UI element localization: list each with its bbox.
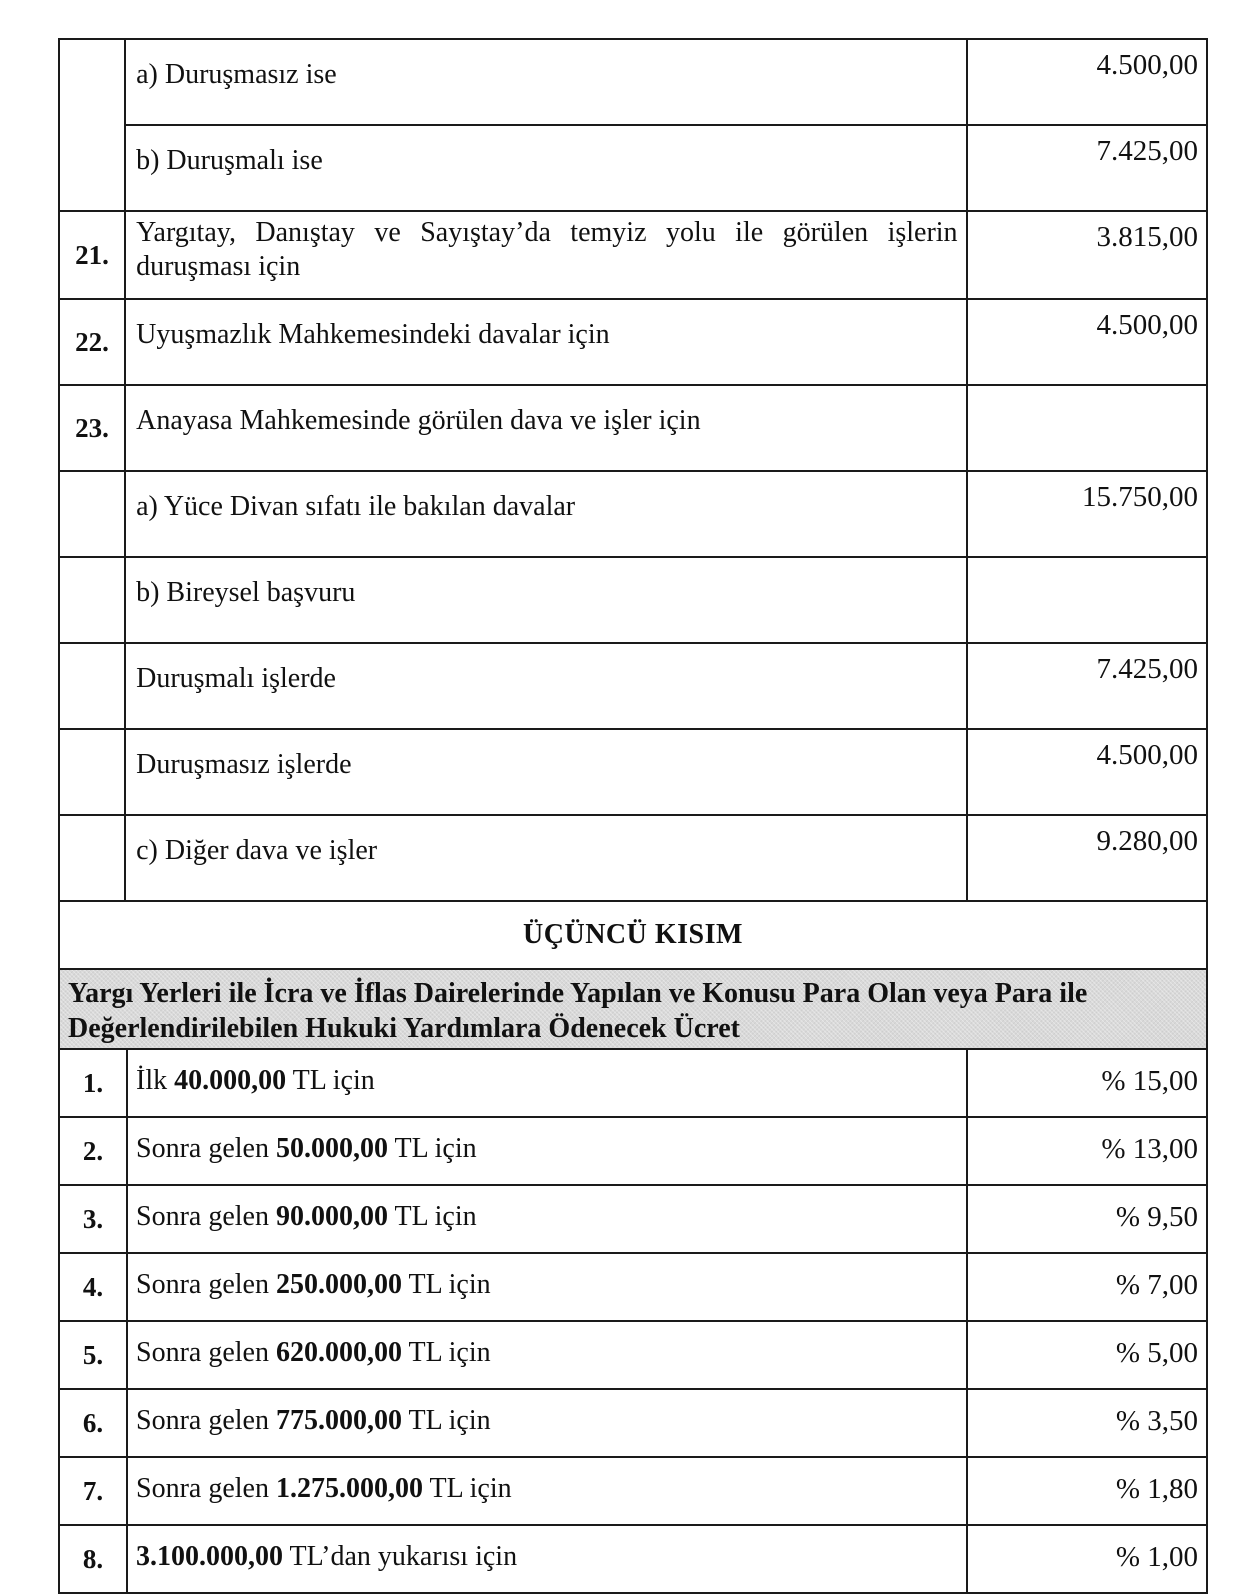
section-subtitle-row	[59, 969, 1207, 1049]
row-number: 2.	[59, 1117, 127, 1185]
row-description-prefix: Sonra gelen	[136, 1473, 276, 1504]
table-row	[59, 211, 1207, 299]
table-row	[59, 1117, 1207, 1185]
table-row	[59, 471, 1207, 557]
table-row	[59, 643, 1207, 729]
section-title: ÜÇÜNCÜ KISIM	[59, 901, 1207, 969]
section-title-row	[59, 901, 1207, 969]
row-rate: % 1,00	[967, 1525, 1207, 1593]
table-row	[59, 125, 1207, 211]
row-description-line-1: Yargıtay, Danıştay ve Sayıştay’da temyiz yolu ile görülen işlerin	[136, 217, 958, 248]
row-description	[127, 1389, 967, 1457]
row-description: c) Diğer dava ve işler	[125, 815, 966, 901]
row-description	[127, 1185, 967, 1253]
table-row	[59, 1185, 1207, 1253]
table-row	[59, 1389, 1207, 1457]
row-description-prefix: Sonra gelen	[136, 1337, 276, 1368]
table-row	[59, 1253, 1207, 1321]
row-description	[125, 211, 966, 299]
row-rate: % 9,50	[967, 1185, 1207, 1253]
row-number: 21.	[59, 211, 125, 299]
row-amount: 4.500,00	[967, 39, 1207, 125]
row-description	[127, 1253, 967, 1321]
row-number-cell	[59, 39, 125, 211]
row-amount: 4.500,00	[967, 299, 1207, 385]
fee-table-upper	[58, 38, 1208, 1050]
row-description	[127, 1117, 967, 1185]
row-bracket-amount: 50.000,00	[275, 1133, 388, 1164]
row-description-prefix: Sonra gelen	[136, 1201, 276, 1232]
row-description-suffix: TL için	[401, 1269, 491, 1300]
row-description-suffix: TL için	[401, 1405, 491, 1436]
row-number	[59, 643, 125, 729]
table-row	[59, 39, 1207, 125]
row-description-line-2: duruşması için	[136, 251, 301, 282]
row-amount: 4.500,00	[967, 729, 1207, 815]
table-row	[59, 385, 1207, 471]
row-rate: % 7,00	[967, 1253, 1207, 1321]
row-number: 7.	[59, 1457, 127, 1525]
row-number	[59, 729, 125, 815]
row-description-suffix: TL için	[387, 1201, 477, 1232]
row-description: Anayasa Mahkemesinde görülen dava ve işler için	[125, 385, 966, 471]
row-description-prefix: Sonra gelen	[136, 1269, 276, 1300]
row-number: 22.	[59, 299, 125, 385]
row-bracket-amount: 3.100.000,00	[136, 1541, 283, 1572]
row-description	[127, 1049, 967, 1117]
row-description	[127, 1525, 967, 1593]
row-bracket-amount: 250.000,00	[275, 1269, 402, 1300]
row-number: 6.	[59, 1389, 127, 1457]
row-amount: 7.425,00	[967, 125, 1207, 211]
row-number	[59, 815, 125, 901]
row-description-suffix: TL için	[286, 1065, 375, 1096]
row-description: b) Duruşmalı ise	[125, 125, 966, 211]
row-amount: 15.750,00	[967, 471, 1207, 557]
row-amount	[967, 385, 1207, 471]
row-description	[127, 1321, 967, 1389]
table-row	[59, 1525, 1207, 1593]
row-description: b) Bireysel başvuru	[125, 557, 966, 643]
row-description: a) Duruşmasız ise	[125, 39, 966, 125]
section-subtitle	[59, 969, 1207, 1049]
table-row	[59, 1457, 1207, 1525]
row-description: Uyuşmazlık Mahkemesindeki davalar için	[125, 299, 966, 385]
row-bracket-amount: 40.000,00	[174, 1065, 287, 1096]
row-bracket-amount: 620.000,00	[275, 1337, 402, 1368]
row-amount: 3.815,00	[967, 211, 1207, 299]
row-number: 8.	[59, 1525, 127, 1593]
table-row	[59, 299, 1207, 385]
row-bracket-amount: 90.000,00	[275, 1201, 388, 1232]
row-description-suffix: TL için	[401, 1337, 491, 1368]
row-description: Duruşmalı işlerde	[125, 643, 966, 729]
table-row	[59, 557, 1207, 643]
row-amount	[967, 557, 1207, 643]
row-description-suffix: TL’dan yukarısı için	[283, 1541, 518, 1572]
row-number	[59, 471, 125, 557]
row-rate: % 5,00	[967, 1321, 1207, 1389]
row-rate: % 15,00	[967, 1049, 1207, 1117]
row-rate: % 13,00	[967, 1117, 1207, 1185]
table-row	[59, 1321, 1207, 1389]
row-number: 23.	[59, 385, 125, 471]
row-description-prefix: Sonra gelen	[136, 1405, 276, 1436]
row-bracket-amount: 1.275.000,00	[275, 1473, 423, 1504]
fee-table-lower	[58, 1048, 1208, 1594]
fee-schedule-document	[58, 38, 1208, 1594]
row-number: 4.	[59, 1253, 127, 1321]
section-subtitle-line-2: Değerlendirilebilen Hukuki Yardımlara Ödenecek Ücret	[68, 1013, 740, 1044]
row-bracket-amount: 775.000,00	[275, 1405, 402, 1436]
row-description-prefix: Sonra gelen	[136, 1133, 276, 1164]
row-description: Duruşmasız işlerde	[125, 729, 966, 815]
row-amount: 7.425,00	[967, 643, 1207, 729]
row-rate: % 3,50	[967, 1389, 1207, 1457]
table-row	[59, 815, 1207, 901]
row-description: a) Yüce Divan sıfatı ile bakılan davalar	[125, 471, 966, 557]
table-row	[59, 729, 1207, 815]
table-row	[59, 1049, 1207, 1117]
row-number: 5.	[59, 1321, 127, 1389]
row-amount: 9.280,00	[967, 815, 1207, 901]
row-rate: % 1,80	[967, 1457, 1207, 1525]
row-description	[127, 1457, 967, 1525]
row-description-suffix: TL için	[422, 1473, 512, 1504]
row-number: 1.	[59, 1049, 127, 1117]
row-description-prefix: İlk	[136, 1065, 175, 1096]
row-description-suffix: TL için	[387, 1133, 477, 1164]
row-number	[59, 557, 125, 643]
row-number: 3.	[59, 1185, 127, 1253]
section-subtitle-line-1: Yargı Yerleri ile İcra ve İflas Dairelerinde Yapılan ve Konusu Para Olan veya Para ile	[68, 978, 1088, 1009]
